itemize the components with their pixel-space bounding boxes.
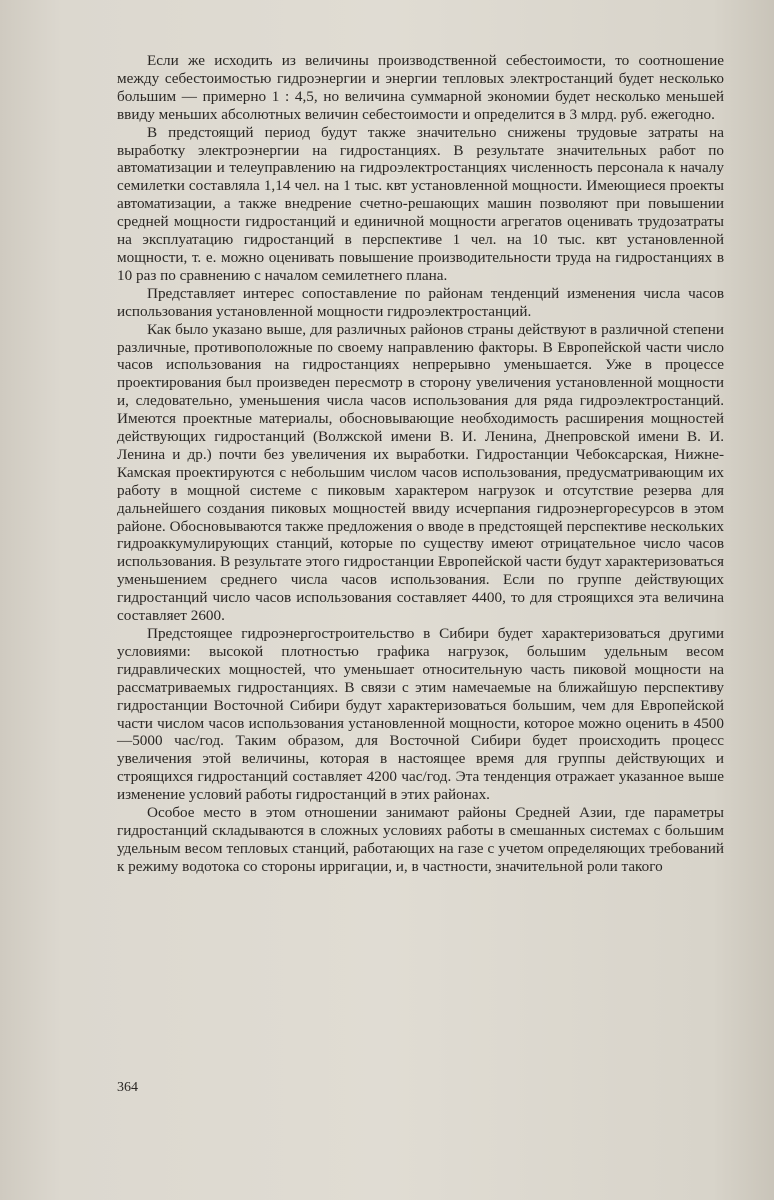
paragraph: Особое место в этом отношении занимают районы Средней Азии, где параметры гидростанций складываются в сложных условиях работы в смешанных системах с большим удельным весом тепловых станций, работающих на газе с учетом определяющих требований к режиму водотока со стороны ирригации, и, в частности, значительной роли такого	[117, 804, 724, 875]
paragraph: Представляет интерес сопоставление по районам тенденций изменения числа часов использования установленной мощности гидроэлектростанций.	[117, 284, 724, 320]
paragraph: В предстоящий период будут также значительно снижены трудовые затраты на выработку электроэнергии на гидростанциях. В результате значительных работ по автоматизации и телеуправлению на гидроэлектростанциях численность персонала к началу семилетки составляла 1,14 чел. на 1 тыс. квт установленной мощности. Имеющиеся проекты автоматизации, а также внедрение счетно-решающих машин позволяют при повышении средней мощности гидростанций и единичной мощности агрегатов оценивать трудозатраты на эксплуатацию гидростанций в перспективе 1 чел. на 10 тыс. квт установленной мощности, т. е. можно оценивать повышение производительности труда на гидростанциях в 10 раз по сравнению с началом семилетнего плана.	[117, 123, 724, 284]
body-text	[117, 52, 724, 876]
paragraph: Если же исходить из величины производственной себестоимости, то соотношение между себестоимостью гидроэнергии и энергии тепловых электростанций будет несколько большим — примерно 1 : 4,5, но величина суммарной экономии будет несколько меньшей ввиду меньших абсолютных величин себестоимости и определится в 3 млрд. руб. ежегодно.	[117, 52, 724, 123]
paragraph: Предстоящее гидроэнергостроительство в Сибири будет характеризоваться другими условиями: высокой плотностью графика нагрузок, большим удельным весом гидравлических мощностей, что уменьшает относительную часть пиковой мощности на рассматриваемых гидростанциях. В связи с этим намечаемые на ближайшую перспективу гидростанции Восточной Сибири будут характеризоваться большим, чем для Европейской части числом часов использования установленной мощности, которое можно оценить в 4500—5000 час/год. Таким образом, для Восточной Сибири будет происходить процесс увеличения этой величины, которая в настоящее время для группы действующих и строящихся гидростанций составляет 4200 час/год. Эта тенденция отражает указанное выше изменение условий работы гидростанций в этих районах.	[117, 625, 724, 804]
page-number: 364	[117, 1080, 138, 1095]
paragraph: Как было указано выше, для различных районов страны действуют в различной степени различные, противоположные по своему направлению факторы. В Европейской части число часов использования на гидростанциях непрерывно уменьшается. Уже в процессе проектирования был произведен пересмотр в сторону увеличения установленной мощности и, следовательно, уменьшения числа часов использования для ряда гидроэлектростанций. Имеются проектные материалы, обосновывающие необходимость расширения мощностей действующих гидростанций (Волжской имени В. И. Ленина, Днепровской имени В. И. Ленина и др.) почти без увеличения их выработки. Гидростанции Чебоксарская, Нижне-Камская проектируются с небольшим числом часов использования, предусматривающим их работу в мощной системе с пиковым характером нагрузок и отсутствие резерва для дальнейшего создания пиковых мощностей ввиду исчерпания гидроэнергоресурсов в этом районе. Обосновываются также предложения о вводе в предстоящей перспективе нескольких гидроаккумулирующих станций, которые по существу имеют отрицательное число часов использования. В результате этого гидростанции Европейской части будут характеризоваться уменьшением среднего числа часов использования. Если по группе действующих гидростанций число часов использования составляет 4400, то для строящихся эта величина составляет 2600.	[117, 320, 724, 625]
